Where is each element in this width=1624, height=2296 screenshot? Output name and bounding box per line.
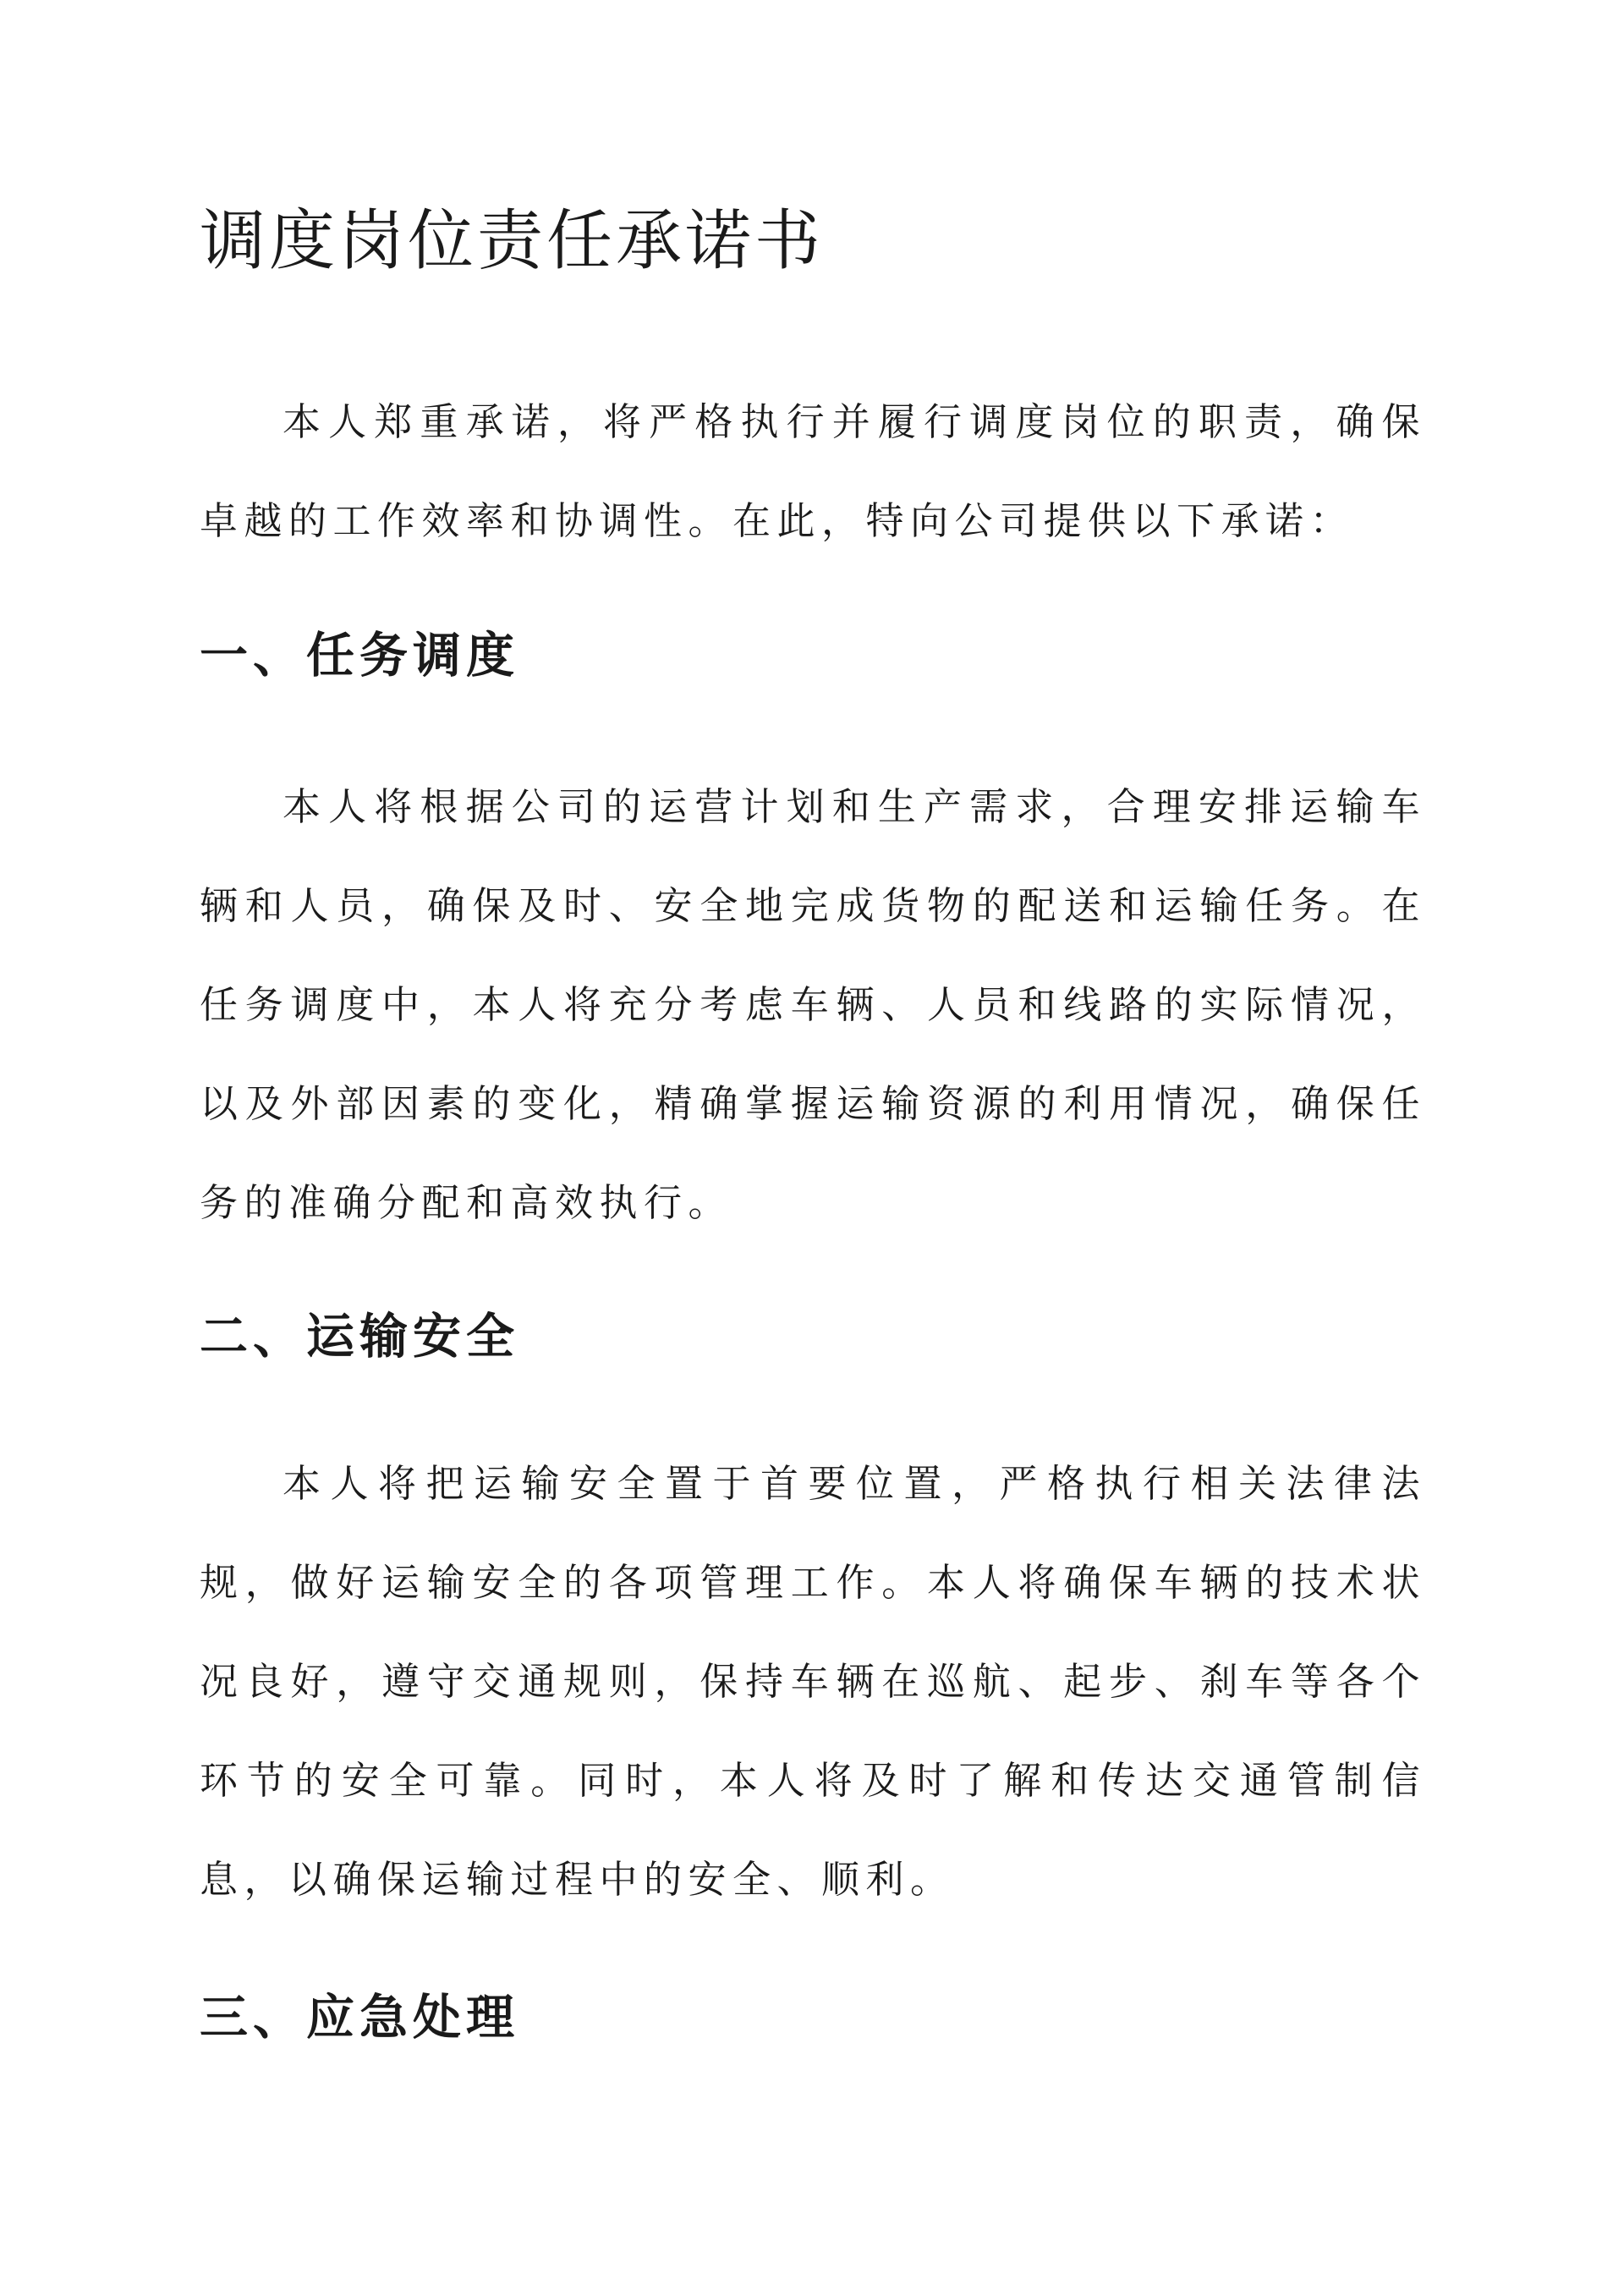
intro-paragraph: 本人郑重承诺，将严格执行并履行调度岗位的职责，确保卓越的工作效率和协调性。在此，特向公司提供以下承诺： [200,399,1426,543]
section-heading-transport-safety: 二、运输安全 [200,1308,519,1365]
section-body-task-dispatch: 本人将根据公司的运营计划和生产需求，合理安排运输车辆和人员，确保及时、安全地完成货物的配送和运输任务。在任务调度中，本人将充分考虑车辆、人员和线路的实际情况，以及外部因素的变化，精确掌握运输资源的利用情况，确保任务的准确分配和高效执行。 [200,784,1426,1225]
section-heading-task-dispatch: 一、任务调度 [200,627,519,684]
section-body-transport-safety: 本人将把运输安全置于首要位置，严格执行相关法律法规，做好运输安全的各项管理工作。本人将确保车辆的技术状况良好，遵守交通规则，保持车辆在巡航、起步、刹车等各个环节的安全可靠。同时，本人将及时了解和传达交通管制信息，以确保运输过程中的安全、顺利。 [200,1461,1426,1902]
document-title: 调度岗位责任承诺书 [200,203,825,279]
section-heading-emergency-handling: 三、应急处理 [200,1989,519,2046]
